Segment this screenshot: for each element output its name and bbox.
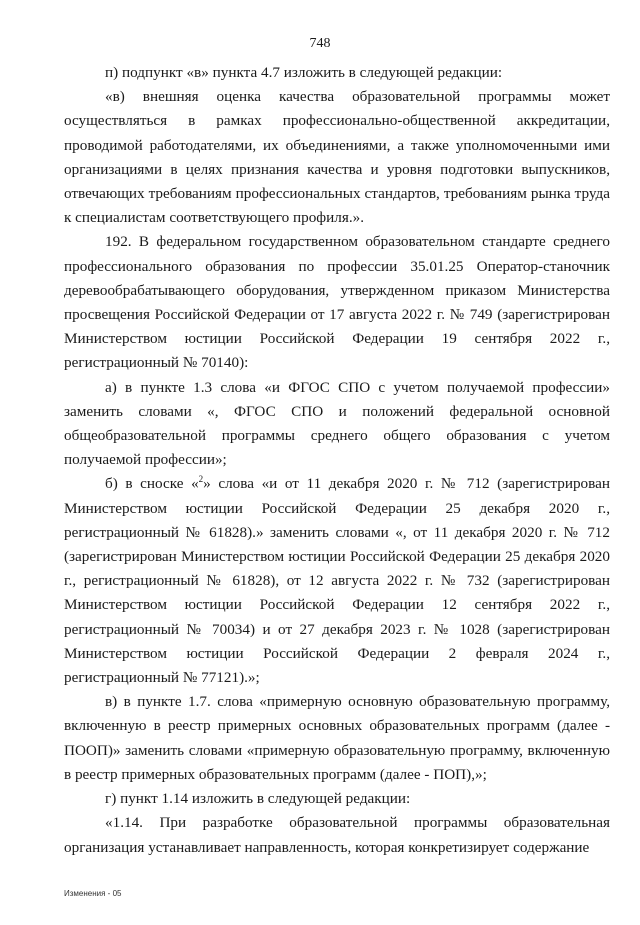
paragraph-footnote-change xyxy=(64,472,610,690)
paragraph: 192. В федеральном государственном образовательном стандарте среднего профессионального образования по профессии 35.01.25 Оператор-станочник деревообрабатывающего оборудования, утвержденном приказом Министерства просвещения Российской Федерации от 17 августа 2022 г. № 749 (зарегистрирован Министерством юстиции Российской Федерации 19 сентября 2022 г., регистрационный № 70140): xyxy=(64,233,610,372)
paragraph-text: » слова «и от 11 декабря 2020 г. № 712 (зарегистрирован Министерством юстиции Российской Федерации 25 декабря 2020 г., регистрационный № 61828).» заменить словами «, от 11 декабря 2020 г. № 712 (зарегистрирован Министерством юстиции Российской Федерации 25 декабря 2020 г., регистрационный № 61828), от 12 августа 2022 г. № 732 (зарегистрирован Министерством юстиции Российской Федерации 12 сентября 2022 г., регистрационный № 70034) и от 27 декабря 2023 г. № 1028 (зарегистрирован Министерством юстиции Российской Федерации 2 февраля 2024 г., регистрационный № 77121).»; xyxy=(64,475,610,687)
paragraph: в) в пункте 1.7. слова «примерную основную образовательную программу, включенную в реестр примерных основных образовательных программ (далее - ПООП)» заменить словами «примерную образовательную программу, включенную в реестр примерных образовательных программ (далее - ПОП),»; xyxy=(64,693,610,783)
paragraph: «в) внешняя оценка качества образовательной программы может осуществляться в рамках профессионально-общественной аккредитации, проводимой работодателями, их объединениями, а также уполномоченными ими организациями в целях признания качества и уровня подготовки выпускников, отвечающих требованиям профессиональных стандартов, требованиям рынка труда к специалистам соответствующего профиля.». xyxy=(64,88,610,227)
paragraph: «1.14. При разработке образовательной программы образовательная организация устанавливает направленность, которая конкретизирует содержание xyxy=(64,814,610,856)
paragraph: г) пункт 1.14 изложить в следующей редакции: xyxy=(105,790,411,808)
paragraph-text: б) в сноске « xyxy=(105,475,199,493)
page-number: 748 xyxy=(309,36,331,51)
document-body xyxy=(64,61,610,860)
paragraph: п) подпункт «в» пункта 4.7 изложить в следующей редакции: xyxy=(105,64,503,81)
paragraph: а) в пункте 1.3 слова «и ФГОС СПО с учетом получаемой профессии» заменить словами «, ФГОС СПО и положений федеральной основной общеобразовательной программы среднего общего образования с учетом получаемой профессии»; xyxy=(64,378,610,469)
footer-label: Изменения - 05 xyxy=(64,889,122,898)
footnote-mark: 2 xyxy=(198,474,204,485)
